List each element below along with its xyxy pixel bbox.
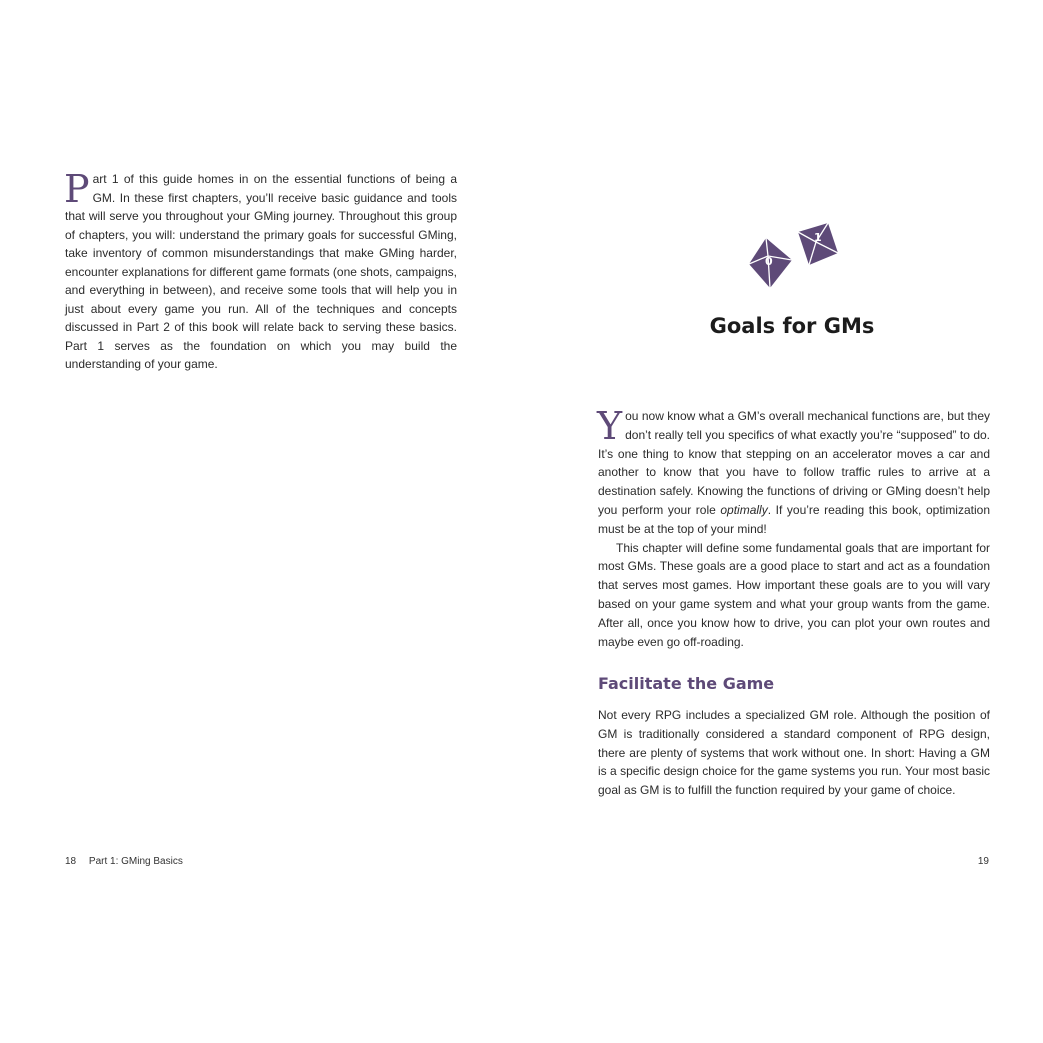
die-right-label: 1 xyxy=(814,231,822,244)
section-paragraph: Not every RPG includes a specialized GM role. Although the position of GM is traditionally considered a standard component of RPG design, there are plenty of systems that work without one. In short: Having a GM is a specific design choice for the game systems you run. Your most basic goal as GM is to fulfill the function required by your game of choice. xyxy=(598,708,990,798)
chapter-title: Goals for GMs xyxy=(709,314,875,338)
chapter-body xyxy=(597,404,990,651)
intro-dropcap: P xyxy=(64,167,90,211)
emphasis-optimally: optimally xyxy=(720,502,768,517)
dice-icon xyxy=(746,220,846,292)
section-body xyxy=(598,706,990,800)
right-page-number: 19 xyxy=(977,856,989,867)
die-left-label: 0 xyxy=(765,255,773,268)
left-footer xyxy=(65,856,183,867)
intro-text: art 1 of this guide homes in on the essential functions of being a GM. In these first chapters, you’ll receive basic guidance and tools that will serve you throughout your GMing journey. Throughout this group of chapters, you will: understand the primary goals for successful GMing, take inventory of common misunderstandings that make GMing harder, encounter explanations for different game formats (one shots, campaigns, and everything in between), and receive some tools that will help you in just about every game you run. All of the techniques and concepts discussed in Part 2 of this book will relate back to serving these basics. Part 1 serves as the foundation on which you may build the understanding of your game. xyxy=(65,172,457,371)
body-paragraph-2: This chapter will define some fundamental goals that are important for most GMs. These goals are a good place to start and act as a foundation that serves most games. How important these goals are to you will vary based on your game system and what your group wants from the game. After all, once you know how to drive, you can plot your own routes and maybe even go off-roading. xyxy=(598,540,990,649)
body-dropcap: Y xyxy=(597,404,623,448)
right-footer xyxy=(978,856,989,867)
paragraph-1-start: ou now know what a GM’s overall mechanical functions are, but they don’t really tell you specifics of what exactly you’re “supposed” to do. It’s one thing to know that stepping on an accelerator moves a car and another to know that you have to follow traffic rules to arrive at a destination safely. Knowing the functions of driving or GMing doesn’t help you perform your role xyxy=(598,409,990,517)
body-paragraph-1 xyxy=(597,404,990,539)
right-page xyxy=(521,0,1043,1043)
left-page-number: 18 xyxy=(65,856,77,867)
running-head: Part 1: GMing Basics xyxy=(88,856,183,867)
die-right-icon xyxy=(798,223,838,265)
intro-paragraph xyxy=(64,167,457,374)
left-page xyxy=(0,0,521,1043)
paragraph-1-end: . If you’re reading this book, optimization must be at the top of your mind! xyxy=(598,502,990,536)
section-heading: Facilitate the Game xyxy=(598,674,775,693)
die-left-icon xyxy=(749,238,792,288)
